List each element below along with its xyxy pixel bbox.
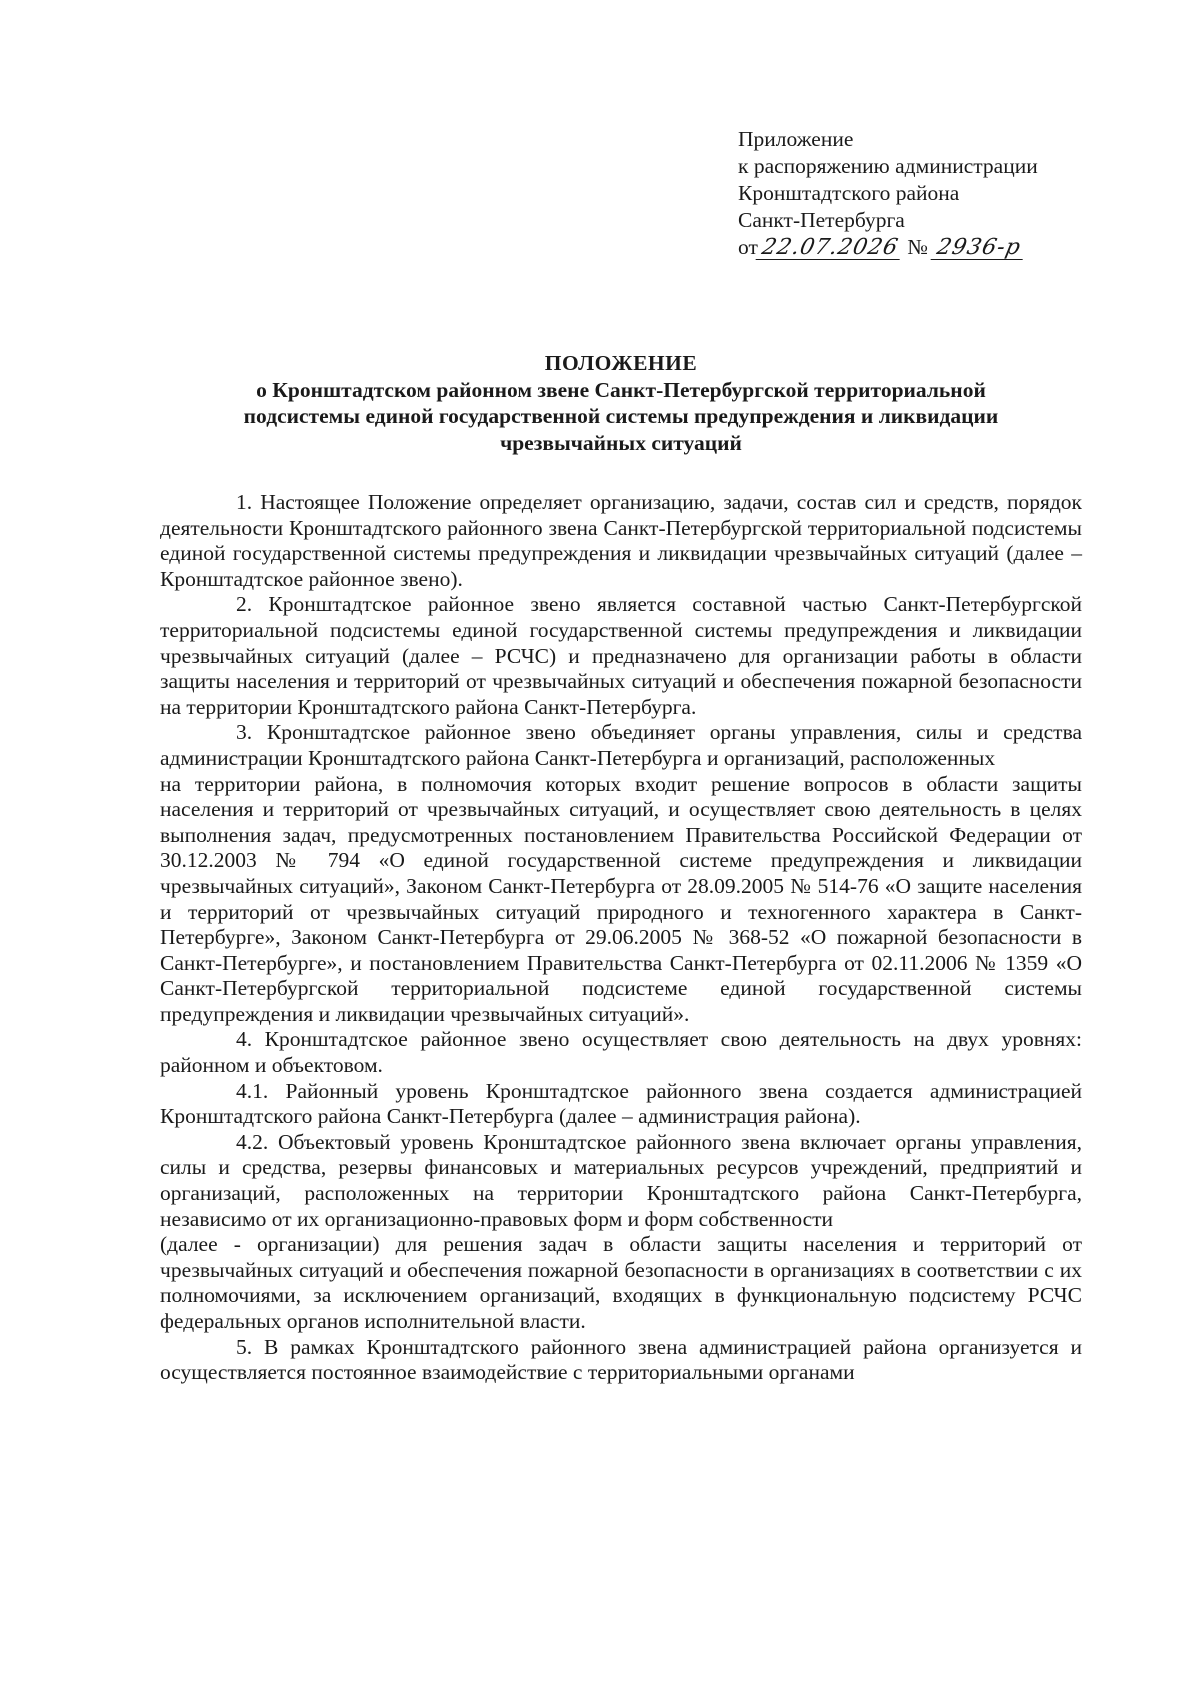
document-title — [160, 350, 1082, 456]
appendix-line-4: Санкт-Петербурга — [738, 208, 905, 232]
paragraph-1: 1. Настоящее Положение определяет организацию, задачи, состав сил и средств, порядок деятельности Кронштадтского районного звена Санкт-Петербургской территориальной подсистемы единой государственной системы предупреждения и ликвидации чрезвычайных ситуаций (далее – Кронштадтское районное звено). — [160, 490, 1082, 591]
title-subtitle-line-3: чрезвычайных ситуаций — [500, 430, 742, 455]
handwritten-date: 22.07.2026 — [755, 237, 904, 260]
appendix-block — [738, 126, 1038, 261]
number-sign: № — [907, 235, 928, 259]
appendix-date-line — [738, 234, 1038, 261]
paragraph-4-2-part-2: (далее - организации) для решения задач в области защиты населения и территорий от чрезвычайных ситуаций и обеспечения пожарной безопасности в организациях в соответствии с их полномочиями, за исключением организаций, входящих в функциональную подсистему РСЧС федеральных органов исполнительной власти. — [160, 1232, 1082, 1333]
handwritten-number: 2936-р — [931, 237, 1027, 260]
paragraph-4: 4. Кронштадтское районное звено осуществляет свою деятельность на двух уровнях: районном и объектовом. — [160, 1027, 1082, 1078]
appendix-line-3: Кронштадтского района — [738, 181, 960, 205]
document-body — [160, 490, 1082, 1386]
paragraph-4-2-part-1: 4.2. Объектовый уровень Кронштадтское районного звена включает органы управления, силы и средства, резервы финансовых и материальных ресурсов учреждений, предприятий и организаций, расположенных на территории Кронштадтского района Санкт-Петербурга, независимо от их организационно-правовых форм и форм собственности — [160, 1129, 1082, 1231]
appendix-line-2: к распоряжению администрации — [738, 154, 1038, 178]
title-heading: ПОЛОЖЕНИЕ — [544, 351, 698, 375]
paragraph-3-part-1: 3. Кронштадтское районное звено объединяет органы управления, силы и средства администрации Кронштадтского района Санкт-Петербурга и организаций, расположенных — [160, 720, 1082, 770]
title-subtitle-line-1: о Кронштадтском районном звене Санкт-Петербургской территориальной — [256, 377, 986, 402]
date-prefix: от — [738, 235, 758, 259]
appendix-line-1: Приложение — [738, 127, 854, 151]
paragraph-4-1: 4.1. Районный уровень Кронштадтское районного звена создается администрацией Кронштадтского района Санкт-Петербурга (далее – администрация района). — [160, 1078, 1082, 1129]
paragraph-3-part-2: на территории района, в полномочия которых входит решение вопросов в области защиты населения и территорий от чрезвычайных ситуаций, и осуществляет свою деятельность в целях выполнения задач, предусмотренных постановлением Правительства Российской Федерации от 30.12.2003 № 794 «О единой государственной системе предупреждения и ликвидации чрезвычайных ситуаций», Законом Санкт-Петербурга от 28.09.2005 № 514-76 «О защите населения и территорий от чрезвычайных ситуаций природного и техногенного характера в Санкт-Петербурге», Законом Санкт-Петербурга от 29.06.2005 № 368-52 «О пожарной безопасности в Санкт-Петербурге», и постановлением Правительства Санкт-Петербурга от 02.11.2006 № 1359 «О Санкт-Петербургской территориальной подсистеме единой государственной системы предупреждения и ликвидации чрезвычайных ситуаций». — [160, 771, 1082, 1026]
paragraph-5: 5. В рамках Кронштадтского районного звена администрацией района организуется и осуществляется постоянное взаимодействие с территориальными органами — [160, 1334, 1082, 1385]
title-subtitle-line-2: подсистемы единой государственной системы предупреждения и ликвидации — [243, 404, 999, 428]
paragraph-2: 2. Кронштадтское районное звено является составной частью Санкт-Петербургской территориальной подсистемы единой государственной системы предупреждения и ликвидации чрезвычайных ситуаций (далее – РСЧС) и предназначено для организации работы в области защиты населения и территорий от чрезвычайных ситуаций и обеспечения пожарной безопасности на территории Кронштадтского района Санкт-Петербурга. — [160, 592, 1082, 719]
